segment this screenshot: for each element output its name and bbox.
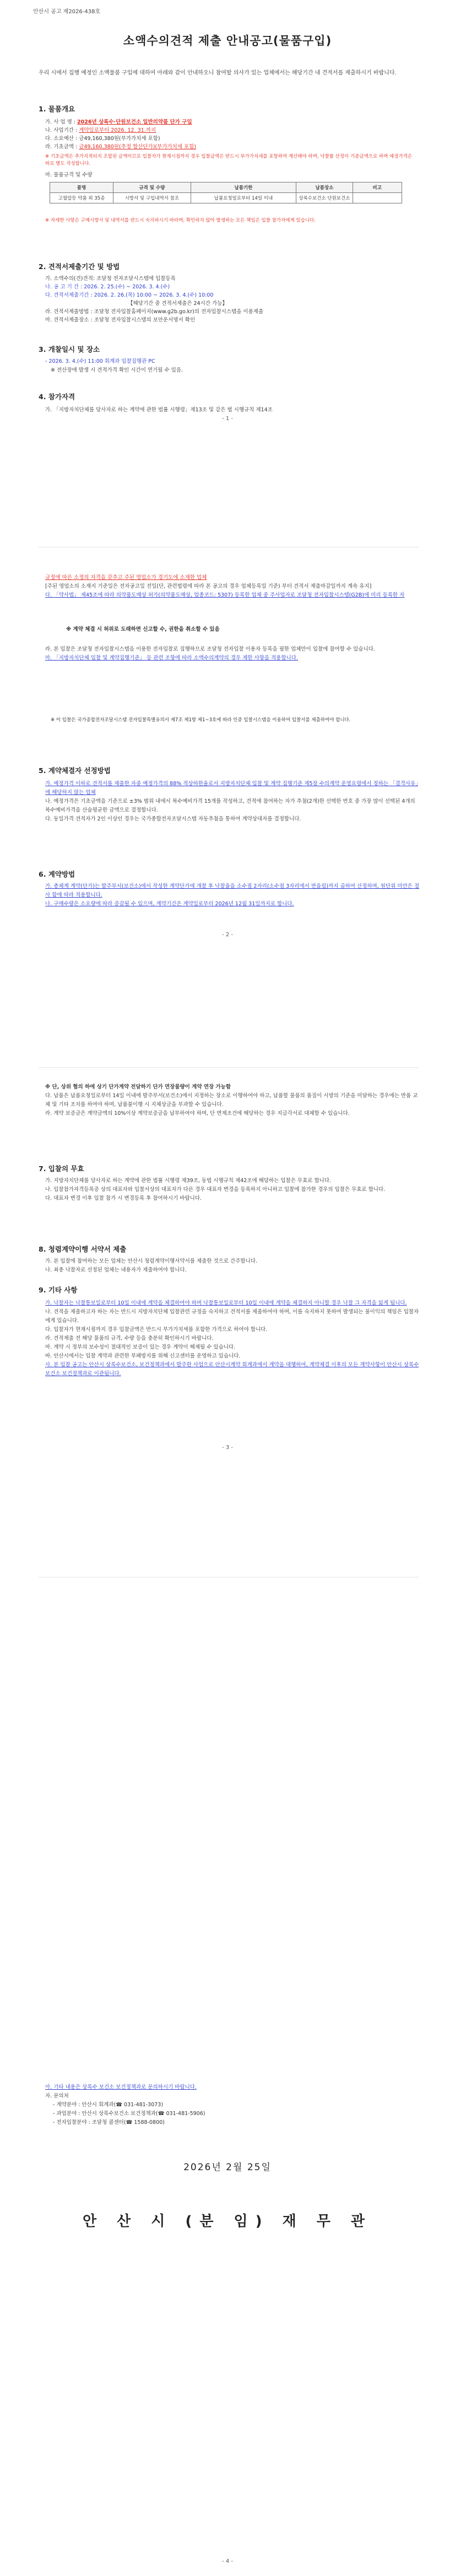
- section-5-body: 가. 예정가격 이하로 견적서를 제출한 자중 예정가격의 88% 적상하한율로서 지방자치단체 입찰 및 계약 집행기준 제5장 수의계약 운영요령에서 정하는 「결격사유」에 해당하지 않는 업체 나. 예정가격은 기초금액을 기준으로 ±3% 범위 내에서 복수예비가격 15개를 작성하고, 견적에 참여하는 자가 추첨(2개)한 선택한 번호 중 가장 많이 선택된 4개의 복수예비가격을 산술평균한 금액으로 결정합니다. 다. 동일가격 견적자가 2인 이상인 경우는 국가종합전자조달시스템 자동추첨을 통하여 계약상대자를 결정합니다.: [45, 781, 418, 822]
- table-note: ※ 자세한 사항은 구매시방서 및 내역서를 반드시 숙지하시기 바라며, 확인하지 않아 발생하는 모든 책임은 입찰 참가자에게 있습니다.: [45, 218, 316, 223]
- section-8-heading: 8. 청렴계약이행 서약서 제출: [39, 1245, 127, 1253]
- section-2-items: 가. 소액수의(견)견적: 조달청 전자조달시스템에 입찰등록 나. 공 고 기 간 : 2026. 2. 25.(수) ~ 2026. 3. 4.(수) 다. 견적서제출기간 : 2026. 2. 26.(목) 10:00 ~ 2026. 3. 4.(수) 10:00 【해당기간 중 견적서제출은 24시간 가능】 라. 견적서제출방법 : 조달청 전자입찰홈페이지(www.g2b.go.kr)의 전자입찰시스템을 이용제출 마. 견적서제출장소 : 조달청 전자입찰시스템의 보안운서명서 확인: [45, 276, 264, 323]
- item-period: 나. 사업기간 : 계약일로부터 2026. 12. 31.까지: [45, 127, 156, 133]
- section-5-heading: 5. 계약체결자 선정방법: [39, 766, 111, 775]
- issuing-authority: 안 산 시 (분 임) 재 무 관: [82, 2213, 373, 2230]
- doc-number: 안산시 공고 제2026-438호: [33, 9, 101, 15]
- quantity-label: 마. 물품규격 및 수량: [45, 172, 93, 178]
- page-number-2: - 2 -: [222, 932, 233, 938]
- opening-note: ※ 전산장애 발생 시 견적가격 확인 시간이 연기될 수 있음.: [51, 367, 183, 373]
- section-1-heading: 1. 물품개요: [39, 105, 75, 113]
- section-7-body: 가. 지방자치단체를 당사자로 하는 계약에 관한 법률 시행령 제39조, 동법 시행규칙 제42조에 해당하는 입찰은 무효로 합니다. 나. 입찰참가자격등록증 상의 대표자와 입찰서상의 대표자가 다른 경우 대표자 변경을 등록하지 아니하고 입찰에 참가한 경우의 입찰은 무효로 합니다. 다. 대표자 변경 이후 입찰 참가 시 변경등록 후 참여하시기 바랍니다.: [45, 1178, 386, 1201]
- section-3-heading: 3. 개찰일시 및 장소: [39, 345, 100, 353]
- boxed-note: ※ 계약 체결 시 허위로 도래하면 신고할 수, 권한을 취소할 수 있음: [66, 626, 220, 632]
- eligibility-continued: 규정에 따른 소정의 자격을 갖추고 주된 영업소가 경기도에 소재한 업체 [주된 영업소의 소재지 기준일은 전자공고일 전일(단, 관련법령에 따라 본 공고의 경우 업체등록일 기준) 부터 견적서 제출마감일까지 계속 유지] 다. 「약사법」 제45조에 따라 의약품도매상 허가(의약품도매상, 업종코드: 5307) 등록한 업체 중 주사업자로 조달청 전자입찰시스템(G2B)에 미리 등록한 자: [45, 575, 405, 598]
- contact-block: 아. 기타 내용은 상록수 보건소 보건정책과로 문의하시기 바랍니다. 자. 문의처 - 계약분야 : 안산시 회계과(☎ 031-481-3073) - 과업분야 : 안산시 상록수보건소 보건정책과(☎ 031-481-5906) - 전자입찰분야 : 조달청 콜센터(☎ 1588-0800): [45, 2084, 205, 2126]
- section-2-heading: 2. 견적서제출기간 및 방법: [39, 262, 120, 271]
- table-header: 납품장소: [296, 183, 353, 193]
- page-number-3: - 3 -: [222, 1445, 233, 1451]
- table-header: 품명: [50, 183, 113, 193]
- table-header: 규격 및 수량: [113, 183, 191, 193]
- table-header: 납품기한: [191, 183, 296, 193]
- table-header: 비고: [353, 183, 402, 193]
- section-7-heading: 7. 입찰의 무효: [39, 1164, 84, 1173]
- fine-print: ※ 이 입찰은 국가종합전자조달시스템 전자입찰특별유의서 제7조 제1항 제1~3호에 따라 인증 입찰시스템을 이용하여 입찰서를 제출하여야 합니다.: [51, 717, 351, 723]
- item-base-amount: 라. 기초금액 : 금49,160,380원(추정 합산단가)(부가가치세 포함): [45, 144, 197, 150]
- intro-text: 우리 시에서 집행 예정인 소액물품 구입에 대하여 아래와 같이 안내하오니 참여할 의사가 있는 업체에서는 해당기간 내 견적서를 제출하시기 바랍니다.: [39, 70, 397, 76]
- page-number-4: - 4 -: [222, 2558, 233, 2564]
- page-title: 소액수의견적 제출 안내공고(물품구입): [123, 34, 332, 47]
- contract-continued: ※ 단, 상위 협의 하에 상기 단가계약 전달하기 단가 연장물량이 계약 연장 가능함 다. 납품은 납품요청일로부터 14일 이내에 발주부서(보건소)에서 지정하는 장소로 이행하여야 하고, 납품할 물품의 품질이 시방의 기준을 미달하는 경우에는 반품 교체 및 기타 조치를 하여야 하며, 납품불이행 시 지체상금을 부과할 수 있습니다. 라. 계약 보증금은 계약금액의 10%이상 계약보증금을 납부하여야 하며, 단 면제조건에 해당하는 경우 지급각서로 대체할 수 있습니다.: [45, 1084, 418, 1117]
- section-6-heading: 6. 계약방법: [39, 870, 75, 878]
- table-row: 고혈압등 약품 외 35종 시방서 및 구입내역서 참조 납품요청일로부터 14일 이내 상록수보건소 단원보건소: [50, 193, 402, 203]
- eligibility-line-1: 가. 「지방자치단체를 당사자로 하는 계약에 관한 법률 시행령」제13조 및 같은 법 시행규칙 제14조: [45, 407, 273, 413]
- page-divider: [39, 1067, 419, 1068]
- section-8-body: 가. 본 입찰에 참여하는 모든 업체는 안산시 청렴계약이행서약서를 제출한 것으로 간주합니다. 나. 최종 낙찰자로 선정된 업체는 내용자가 제출하여야 합니다.: [45, 1258, 257, 1273]
- opening-info: - 2026. 3. 4.(수) 11:00 회계과 입찰집행관 PC: [45, 358, 155, 364]
- page-divider: [39, 547, 419, 548]
- item-table: [50, 182, 402, 203]
- notice-date: 2026년 2월 25일: [183, 2162, 272, 2173]
- item-name: 가. 사 업 명 : 2026년 상록수·단원보건소 일반의약품 단가 구입: [45, 119, 192, 125]
- eligibility-more: 라. 본 입찰은 조달청 전자입찰시스템을 이용한 전자입찰로 집행하므로 조달청 전자입찰 이용자 등록을 필한 업체만이 입찰에 참여할 수 있습니다. 마. 「지방자치단체 입찰 및 계약집행기준」 등 관련 조항에 따라 소액수의계약의 경우 제한 사항을 적용합니다.: [45, 646, 375, 661]
- section-4-heading: 4. 참가자격: [39, 393, 75, 401]
- section-1-items: [45, 118, 409, 151]
- item-budget: 다. 소요예산 : 금49,160,380원(부가가치세 포함): [45, 136, 160, 142]
- section-9-heading: 9. 기타 사항: [39, 1286, 78, 1294]
- section-6-body: 가. 총체계 계약(단가)는 발주부서(보건소)에서 작성한 계약단가에 개찰 후 낙찰율을 소수점 2자리(소수점 3자리에서 반올림)까지 곱하여 산정하며, 원단위 미만은 절사 함에 따라 적용합니다. 나. 구매수량은 소요량에 따라 증감될 수 있으며, 계약기간은 계약일로부터 2026년 12월 31일까지로 합니다.: [45, 883, 420, 907]
- page-number-1: - 1 -: [222, 416, 233, 422]
- section-9-body: 가. 낙찰자는 낙찰통보일로부터 10일 이내에 계약을 체결하여야 하며 낙찰통보일로부터 10일 이내에 계약을 체결하지 아니할 경우 낙찰 그 자격을 잃게 됩니다. 나. 견적을 제출하고자 하는 자는 반드시 지방자치단체 입찰관련 규정을 숙지하고 견적서를 제출하여야 하며, 이를 숙지하지 못하여 발생되는 불이익의 책임은 입찰자에게 있습니다. 다. 입찰자가 현재시점까지 경우 입찰금액은 반드시 부가가치세를 포함한 가격으로 하여야 합니다. 라. 견적제출 전 해당 물품의 규격, 수량 등을 충분히 확인하시기 바랍니다. 마. 계약 시 정부의 보수성이 절대적인 보증이 있는 경우 계약이 해제될 수 있습니다. 바. 안산시에서는 입찰 계약과 관련한 부패방지를 위해 신고센터를 운영하고 있습니다. 사. 본 입찰 공고는 안산시 상록수보건소, 보건정책과에서 발주한 사업으로 안산시계약 회계과에서 계약을 대행하여, 계약체결 이후의 모든 계약사항이 안산시 상록수보건소 보건정책과로 이관됩니다.: [45, 1300, 419, 1377]
- basis-note: ※ 기초금액은 추가지적되지 조합된 금액이므로 입찰자가 현재시점까지 경우 입찰금액은 반드시 부가가치세를 포함하여 계산해야 하며, 낙찰률 산정이 기준금액으로 하며 예정가격은 따로 별도 작성합니다.: [45, 154, 413, 167]
